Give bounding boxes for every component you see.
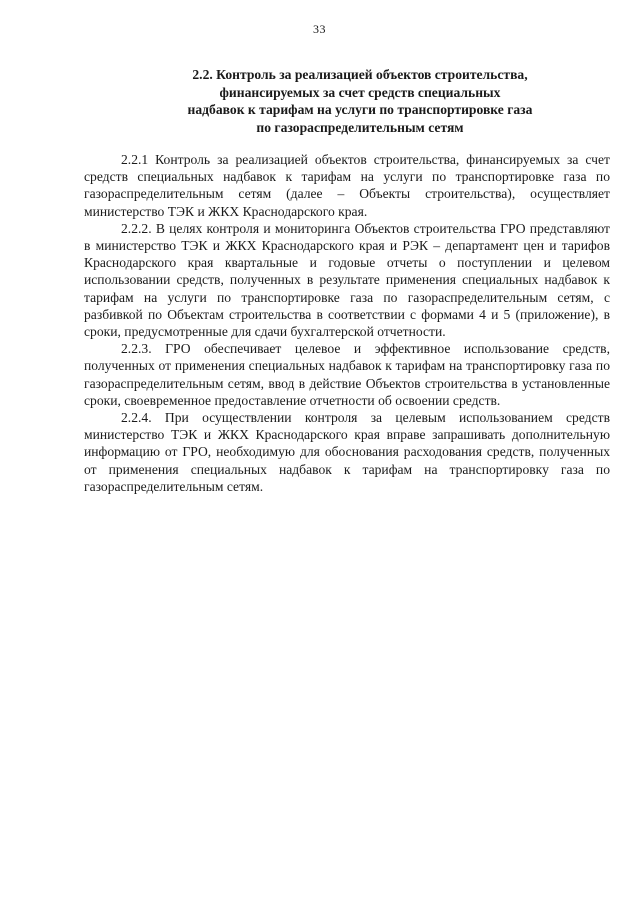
page-number: 33 [313, 22, 326, 36]
paragraph-2-2-3: 2.2.3. ГРО обеспечивает целевое и эффективное использование средств, полученных от применения специальных надбавок к тарифам на транспортировку газа по газораспределительным сетям, ввод в действие Объектов строительства в установленные сроки, своевременное предоставление отчетности об освоении средств. [84, 341, 610, 408]
paragraph-2-2-4: 2.2.4. При осуществлении контроля за целевым использованием средств министерство ТЭК и ЖКХ Краснодарского края вправе запрашивать дополнительную информацию от ГРО, необходимую для обоснования расходования средств, полученных от применения специальных надбавок к тарифам на транспортировку газа по газораспределительным сетям. [84, 410, 610, 494]
section-heading-line: 2.2. Контроль за реализацией объектов строительства, [192, 67, 528, 82]
section-heading [150, 66, 570, 136]
section-heading-line: по газораспределительным сетям [256, 119, 464, 135]
section-body [84, 151, 610, 495]
section-heading-line: надбавок к тарифам на услуги по транспортировке газа [187, 102, 533, 117]
section-heading-line: финансируемых за счет средств специальных [219, 84, 501, 100]
paragraph-2-2-1: 2.2.1 Контроль за реализацией объектов строительства, финансируемых за счет средств специальных надбавок к тарифам на услуги по транспортировке газа по газораспределительным сетям (далее – Объекты строительства), осуществляет министерство ТЭК и ЖКХ Краснодарского края. [84, 152, 610, 219]
paragraph-2-2-2: 2.2.2. В целях контроля и мониторинга Объектов строительства ГРО представляют в министерство ТЭК и ЖКХ Краснодарского края и РЭК – департамент цен и тарифов Краснодарского края квартальные и годовые отчеты о поступлении и целевом использовании средств, полученных в результате применения специальных надбавок к тарифам на услуги по транспортировке газа по газораспределительным сетям, с разбивкой по Объектам строительства в соответствии с формами 4 и 5 (приложение), в сроки, предусмотренные для сдачи бухгалтерской отчетности. [84, 220, 610, 340]
